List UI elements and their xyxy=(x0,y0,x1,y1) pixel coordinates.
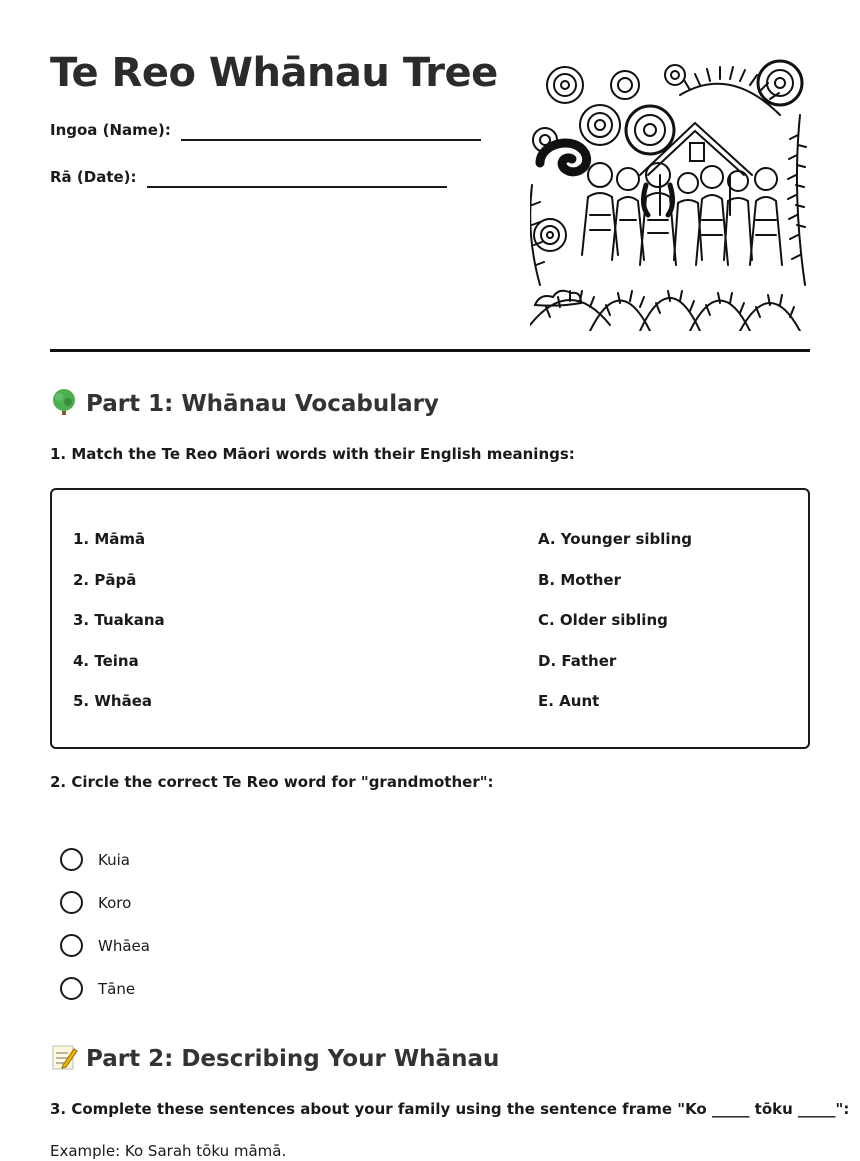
option-label: Tāne xyxy=(98,979,136,998)
english-meaning-item[interactable]: B. Mother xyxy=(538,570,622,589)
date-write-line[interactable] xyxy=(147,170,447,188)
matching-box xyxy=(50,488,810,749)
option-label: Whāea xyxy=(98,936,150,955)
english-meaning-item[interactable]: E. Aunt xyxy=(538,692,600,710)
option-koro[interactable] xyxy=(60,881,150,924)
tree-icon xyxy=(50,388,78,416)
date-field-row xyxy=(50,168,447,188)
part2-heading-text: Part 2: Describing Your Whānau xyxy=(86,1046,500,1072)
option-whaea[interactable] xyxy=(60,924,150,967)
maori-word-item[interactable]: 1. Māmā xyxy=(73,530,146,548)
maori-words-column xyxy=(73,530,165,733)
question-2-prompt: 2. Circle the correct Te Reo word for "grandmother": xyxy=(50,773,494,791)
grandmother-options xyxy=(60,838,150,1010)
name-write-line[interactable] xyxy=(181,123,481,141)
radio-circle-icon[interactable] xyxy=(60,977,83,1000)
question-3-prompt: 3. Complete these sentences about your family using the sentence frame "Ko _____ tōku _____": xyxy=(50,1100,850,1118)
part2-heading xyxy=(50,1043,499,1072)
part1-heading-text: Part 1: Whānau Vocabulary xyxy=(86,391,439,417)
question-1-prompt: 1. Match the Te Reo Māori words with their English meanings: xyxy=(50,445,575,463)
date-label: Rā (Date): xyxy=(50,168,137,186)
english-meanings-column xyxy=(538,530,692,733)
option-label: Koro xyxy=(98,893,132,912)
option-tane[interactable] xyxy=(60,967,150,1010)
name-label: Ingoa (Name): xyxy=(50,121,171,139)
maori-word-item[interactable]: 4. Teina xyxy=(73,651,139,670)
whanau-illustration xyxy=(530,55,810,331)
maori-word-item[interactable]: 3. Tuakana xyxy=(73,611,165,629)
english-meaning-item[interactable]: C. Older sibling xyxy=(538,611,668,629)
worksheet-title: Te Reo Whānau Tree xyxy=(50,50,498,96)
fern-fronds xyxy=(530,67,806,331)
example-sentence: Example: Ko Sarah tōku māmā. xyxy=(50,1142,287,1160)
maori-word-item[interactable]: 5. Whāea xyxy=(73,692,152,710)
memo-icon xyxy=(50,1043,78,1071)
english-meaning-item[interactable]: D. Father xyxy=(538,651,617,670)
radio-circle-icon[interactable] xyxy=(60,934,83,957)
name-field-row xyxy=(50,121,481,141)
part1-heading xyxy=(50,388,439,417)
family-figures xyxy=(582,163,782,265)
maori-word-item[interactable]: 2. Pāpā xyxy=(73,570,137,589)
radio-circle-icon[interactable] xyxy=(60,848,83,871)
radio-circle-icon[interactable] xyxy=(60,891,83,914)
english-meaning-item[interactable]: A. Younger sibling xyxy=(538,530,692,548)
option-kuia[interactable] xyxy=(60,838,150,881)
header-divider xyxy=(50,349,810,352)
option-label: Kuia xyxy=(98,850,130,869)
